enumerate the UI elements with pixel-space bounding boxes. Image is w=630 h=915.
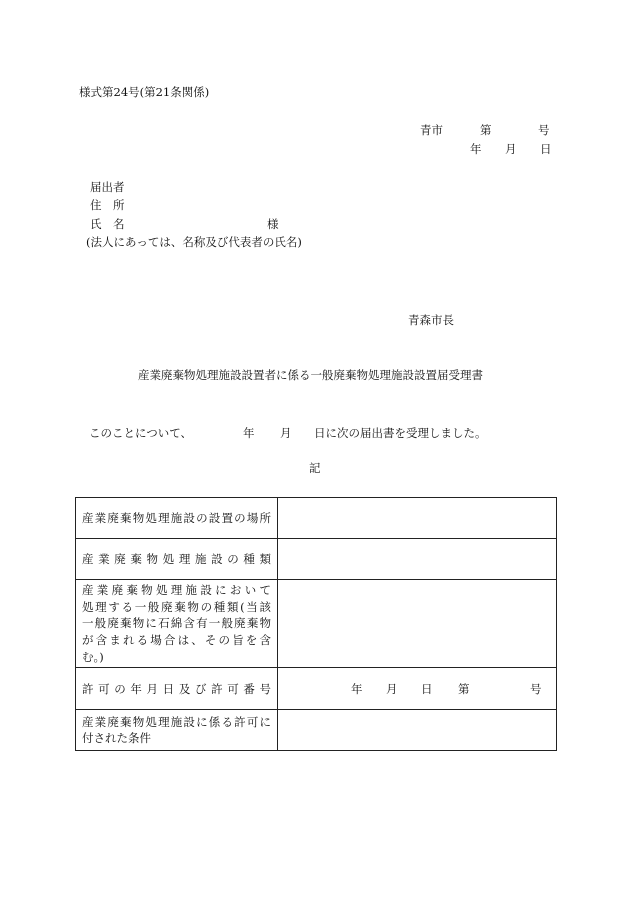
- row-label: [76, 539, 278, 580]
- table-row: [76, 580, 557, 668]
- row-label-text: 産業廃棄物処理施設の種類: [82, 551, 271, 566]
- issuer: 青森市長: [408, 313, 454, 327]
- table-row: [76, 498, 557, 539]
- header-gou: 号: [538, 123, 550, 137]
- permit-day: 日: [421, 681, 433, 696]
- header-city: 青市: [420, 123, 443, 137]
- row-value-field[interactable]: [278, 539, 557, 580]
- row-label-line: 付された条件: [82, 731, 151, 746]
- ki-label: 記: [309, 461, 321, 475]
- permit-month: 月: [386, 681, 398, 696]
- permit-value-field[interactable]: [278, 668, 557, 710]
- row-label-text: 許可の年月日及び許可番号: [82, 681, 271, 696]
- permit-dai: 第: [458, 681, 470, 696]
- permit-year: 年: [351, 681, 363, 696]
- row-label: [76, 668, 278, 710]
- row-label: [76, 498, 278, 539]
- notifier-address-label-1: 住: [90, 198, 102, 212]
- body-year: 年: [243, 426, 255, 440]
- row-label-line: 処理する一般廃棄物の種類(当該: [82, 599, 271, 614]
- row-label-text: 産業廃棄物処理施設の設置の場所: [82, 510, 271, 525]
- table-row: [76, 710, 557, 751]
- row-label-line: む。): [82, 649, 104, 664]
- form-number: 様式第24号(第21条関係): [79, 85, 210, 99]
- permit-gou: 号: [530, 681, 542, 696]
- row-label-line: 産業廃棄物処理施設において: [82, 583, 271, 597]
- table-row: [76, 668, 557, 710]
- row-label-line: 一般廃棄物に石綿含有一般廃棄物: [82, 616, 271, 631]
- body-prefix: このことについて、: [89, 426, 193, 440]
- row-value-field[interactable]: [278, 580, 557, 668]
- header-date-year: 年: [470, 142, 482, 156]
- notifier-name-label-2: 名: [113, 217, 125, 231]
- row-label: [76, 710, 278, 751]
- row-value-field[interactable]: [278, 498, 557, 539]
- table-row: [76, 539, 557, 580]
- body-month: 月: [280, 426, 292, 440]
- header-dai: 第: [480, 123, 492, 137]
- row-label-line: が含まれる場合は、その旨を含: [82, 633, 271, 648]
- notifier-name-label-1: 氏: [90, 217, 102, 231]
- body-suffix: 日に次の届出書を受理しました。: [314, 426, 487, 440]
- notifier-honorific: 様: [267, 217, 279, 231]
- row-value-field[interactable]: [278, 710, 557, 751]
- notification-table: [75, 497, 557, 751]
- notifier-note: (法人にあっては、名称及び代表者の氏名): [86, 235, 302, 249]
- notifier-address-label-2: 所: [113, 198, 125, 212]
- row-label: [76, 580, 278, 668]
- header-date-month: 月: [505, 142, 517, 156]
- notifier-title: 届出者: [90, 180, 125, 194]
- document-title: 産業廃棄物処理施設設置者に係る一般廃棄物処理施設設置届受理書: [138, 368, 483, 382]
- header-date-day: 日: [540, 142, 552, 156]
- row-label-line: 産業廃棄物処理施設に係る許可に: [82, 714, 271, 729]
